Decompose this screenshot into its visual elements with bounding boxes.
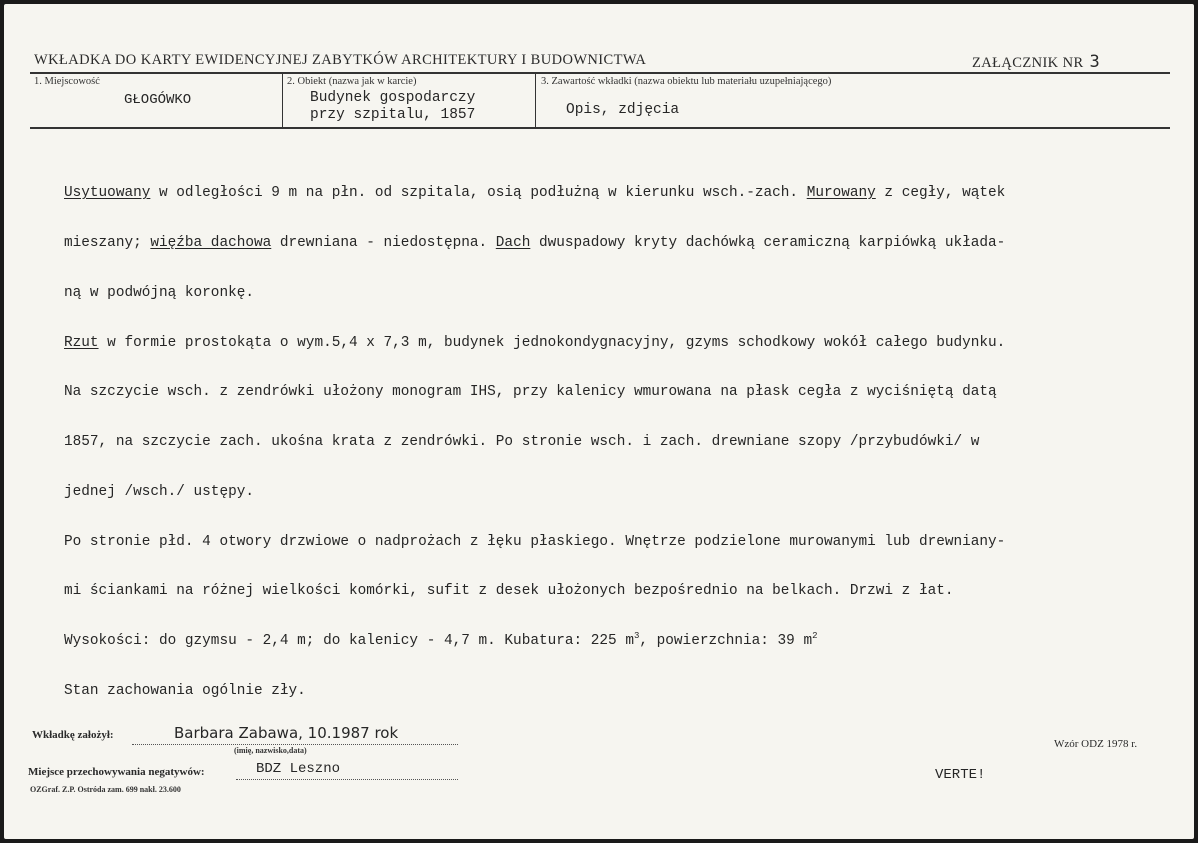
annex-label-group <box>972 52 1100 72</box>
object-value-line2: przy szpitalu, 1857 <box>310 107 476 123</box>
term-walled: Murowany <box>806 185 876 202</box>
term-situated: Usytuowany <box>64 185 151 202</box>
place-label: 1. Miejscowość <box>34 76 100 87</box>
founder-hint: (imię, nazwisko,data) <box>234 746 307 755</box>
text-run: , powierzchnia: 39 m <box>639 633 813 650</box>
form-version: Wzór ODZ 1978 r. <box>1054 738 1138 750</box>
object-label: 2. Obiekt (nazwa jak w karcie) <box>287 76 417 87</box>
superscript: 3 <box>633 631 640 642</box>
founder-label: Wkładkę założył: <box>32 729 114 741</box>
header-rule-bottom <box>30 127 1170 129</box>
description-line <box>64 235 1184 252</box>
record-card <box>4 4 1194 839</box>
storage-value: BDZ Leszno <box>256 761 341 777</box>
storage-dotted-line <box>236 779 458 780</box>
text-run: Wysokości: do gzymsu - 2,4 m; do kalenicy - 4,7 m. Kubatura: 225 m <box>64 633 634 650</box>
object-value <box>310 90 475 124</box>
description-line: Po stronie płd. 4 otwory drzwiowe o nadprożach z łęku płaskiego. Wnętrze podzielone murowanymi lub drewniany- <box>64 533 1006 550</box>
form-title: WKŁADKA DO KARTY EWIDENCYJNEJ ZABYTKÓW ARCHITEKTURY I BUDOWNICTWA <box>34 52 647 68</box>
content-label: 3. Zawartość wkładki (nazwa obiektu lub materiału uzupełniającego) <box>541 76 832 87</box>
description-line: 1857, na szczycie zach. ukośna krata z zendrówki. Po stronie wsch. i zach. drewniane szopy /przybudówki/ w <box>64 434 980 451</box>
description-line: Na szczycie wsch. z zendrówki ułożony monogram IHS, przy kalenicy wmurowana na płask cegła z wyciśniętą datą <box>64 384 997 401</box>
description-line <box>64 335 1184 352</box>
text-run: dwuspadowy kryty dachówką ceramiczną karpiówką układa- <box>530 234 1006 251</box>
print-info: OZGraf. Z.P. Ostróda zam. 699 nakł. 23.600 <box>30 785 181 794</box>
field-divider-2 <box>535 74 536 127</box>
description-text <box>64 152 1184 733</box>
header-rule-top <box>30 72 1170 74</box>
term-roof: Dach <box>495 234 531 251</box>
description-line <box>64 633 1184 650</box>
term-plan: Rzut <box>64 334 99 351</box>
annex-label: ZAŁĄCZNIK NR <box>972 55 1084 71</box>
description-line: jednej /wsch./ ustępy. <box>64 483 254 500</box>
object-value-line1: Budynek gospodarczy <box>310 90 476 106</box>
field-divider-1 <box>282 74 283 127</box>
text-run: drewniana - niedostępna. <box>271 234 496 251</box>
description-line <box>64 185 1184 202</box>
founder-dotted-line <box>132 744 458 745</box>
superscript: 2 <box>812 631 818 642</box>
description-line: ną w podwójną koronkę. <box>64 284 254 301</box>
text-run: mieszany; <box>64 234 151 251</box>
storage-label: Miejsce przechowywania negatywów: <box>28 766 205 778</box>
description-line: Stan zachowania ogólnie zły. <box>64 683 306 699</box>
content-value: Opis, zdjęcia <box>566 102 680 118</box>
founder-value: Barbara Zabawa, 10.1987 rok <box>174 724 399 742</box>
place-value: GŁOGÓWKO <box>124 92 192 108</box>
text-run: z cegły, wątek <box>875 185 1006 202</box>
text-run: w formie prostokąta o wym.5,4 x 7,3 m, budynek jednokondygnacyjny, gzyms schodkowy wokół całego budynku. <box>98 334 1006 351</box>
verte-note: VERTE! <box>935 767 986 783</box>
description-line: mi ściankami na różnej wielkości komórki, sufit z desek ułożonych bezpośrednio na belkach. Drzwi z łat. <box>64 583 954 600</box>
text-run: w odległości 9 m na płn. od szpitala, osią podłużną w kierunku wsch.-zach. <box>150 185 807 202</box>
annex-number: 3 <box>1089 52 1101 72</box>
term-roof-truss: więźba dachowa <box>150 234 272 251</box>
